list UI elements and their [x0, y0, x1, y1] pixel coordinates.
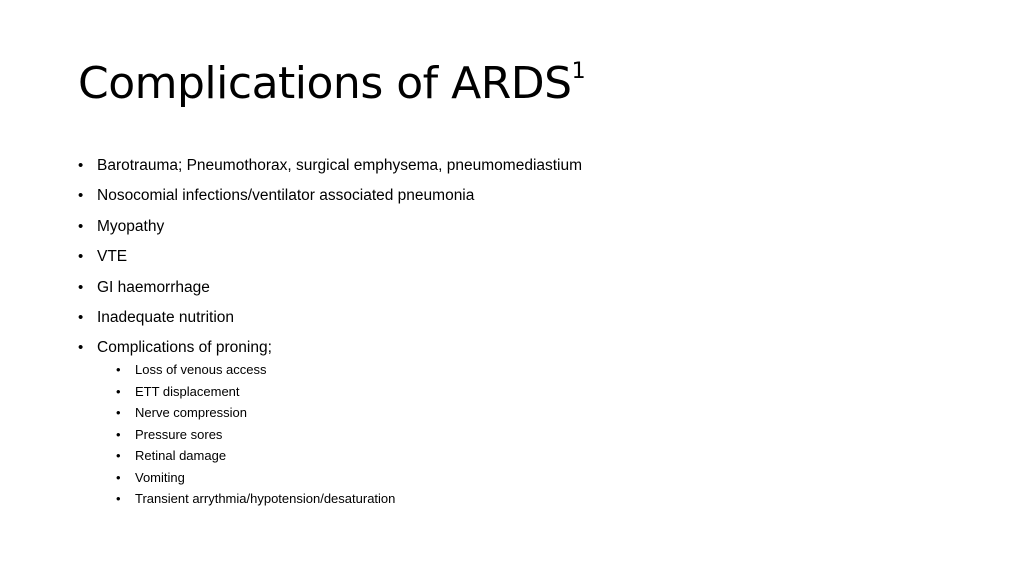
sub-bullet-icon: •	[116, 448, 121, 464]
sub-bullet-text: Loss of venous access	[135, 362, 267, 378]
sub-bullet-text: Vomiting	[135, 469, 185, 485]
sub-bullet-icon: •	[116, 469, 121, 485]
bullet-icon: •	[78, 217, 84, 235]
sub-bullet-icon: •	[116, 426, 121, 442]
sub-bullet-text: Nerve compression	[135, 405, 247, 421]
bullet-text: Complications of proning;	[97, 339, 272, 357]
bullet-item-myopathy	[78, 215, 582, 239]
sub-bullet-item	[116, 383, 582, 401]
bullet-item-nosocomial-infections	[78, 184, 582, 208]
sub-bullet-text: Pressure sores	[135, 426, 223, 442]
bullet-item-complications-of-proning	[78, 336, 582, 508]
bullet-text: VTE	[97, 248, 128, 266]
bullet-item-barotrauma	[78, 154, 582, 178]
sub-bullet-item	[116, 361, 582, 379]
bullet-text: GI haemorrhage	[97, 278, 210, 296]
bullet-icon: •	[78, 187, 84, 205]
bullet-item-vte	[78, 245, 582, 269]
slide-title	[78, 54, 585, 114]
bullet-text: Myopathy	[97, 217, 165, 235]
bullet-icon: •	[78, 248, 84, 266]
sub-bullet-item	[116, 490, 582, 508]
sub-bullet-list	[97, 361, 582, 508]
sub-bullet-icon: •	[116, 491, 121, 507]
bullet-icon: •	[78, 339, 84, 357]
sub-bullet-icon: •	[116, 383, 121, 399]
bullet-text: Barotrauma; Pneumothorax, surgical emphysema, pneumomediastium	[97, 157, 583, 174]
bullet-icon: •	[78, 157, 84, 174]
sub-bullet-icon: •	[116, 362, 121, 378]
sub-bullet-text: ETT displacement	[135, 383, 240, 399]
sub-bullet-text: Transient arrythmia/hypotension/desaturation	[135, 491, 396, 507]
sub-bullet-text: Retinal damage	[135, 448, 227, 464]
bullet-text: Inadequate nutrition	[97, 308, 235, 326]
sub-bullet-item	[116, 469, 582, 487]
sub-bullet-item	[116, 426, 582, 444]
sub-bullet-icon: •	[116, 405, 121, 421]
bullet-icon: •	[78, 278, 84, 296]
bullet-text: Nosocomial infections/ventilator associated pneumonia	[97, 187, 475, 205]
bullet-list	[78, 154, 582, 515]
sub-bullet-item	[116, 404, 582, 422]
bullet-item-inadequate-nutrition	[78, 306, 582, 330]
bullet-icon: •	[78, 308, 84, 326]
bullet-item-gi-haemorrhage	[78, 276, 582, 300]
sub-bullet-item	[116, 447, 582, 465]
slide-title-text: Complications of ARDS	[78, 58, 572, 109]
title-superscript-reference: 1	[571, 59, 586, 85]
